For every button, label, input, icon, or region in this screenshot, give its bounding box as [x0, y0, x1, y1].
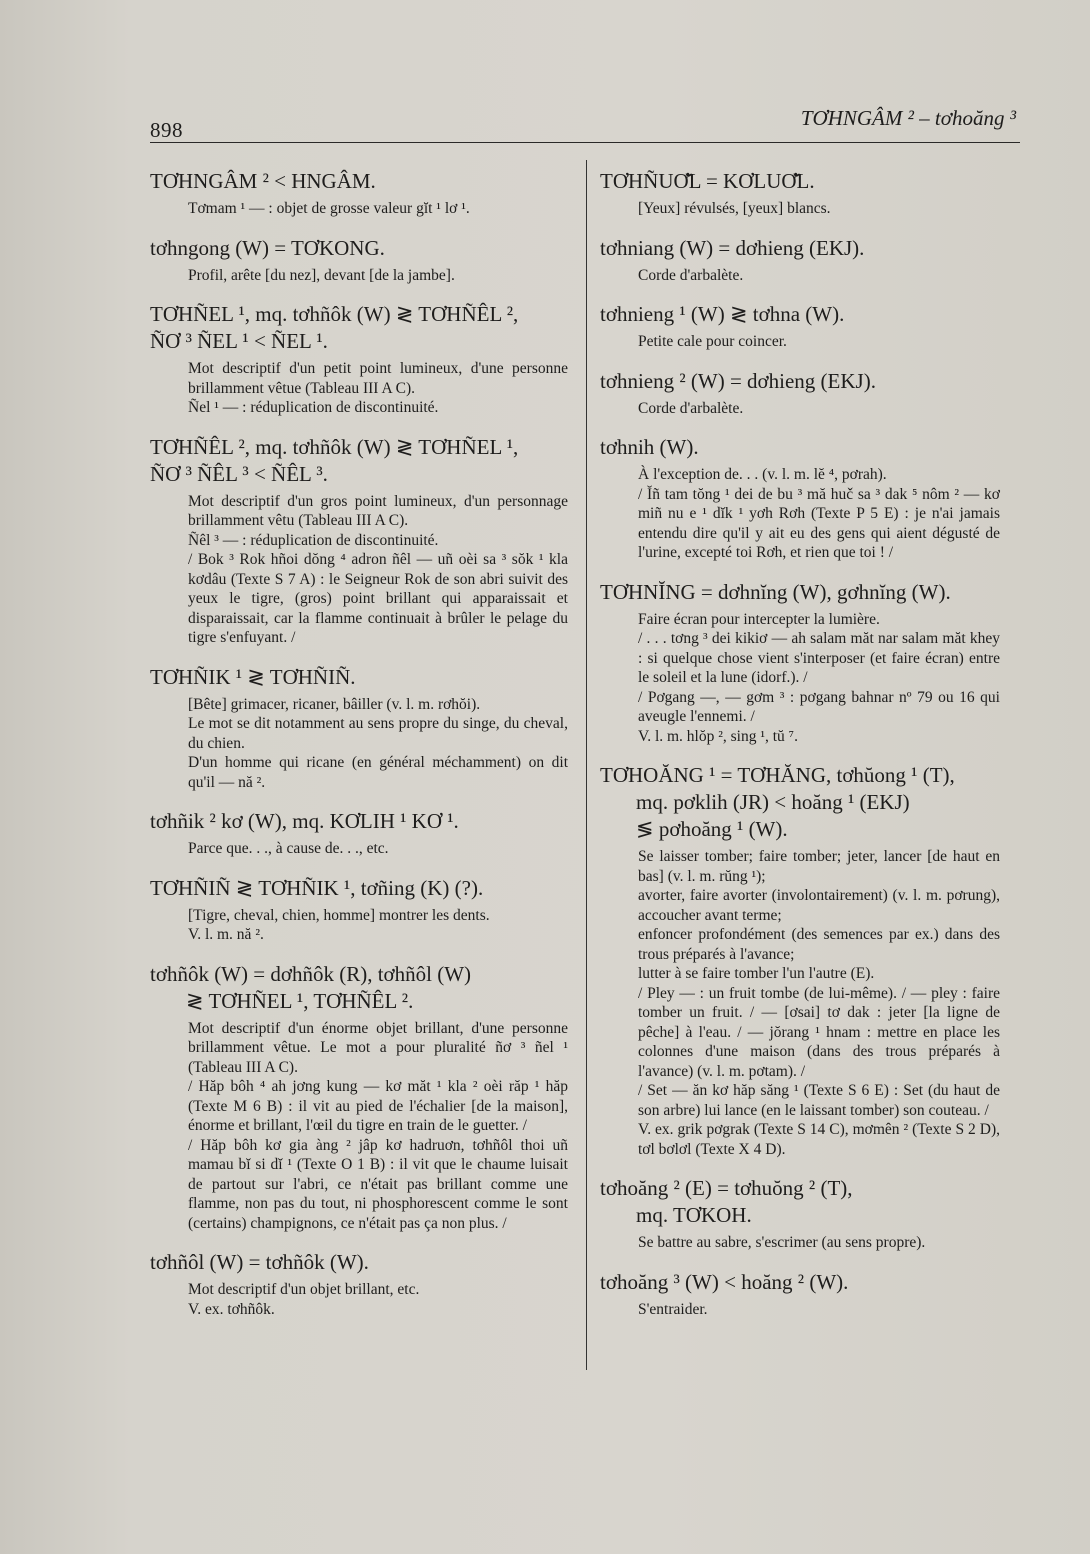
definition-line: À l'exception de. . . (v. l. m. lĕ ⁴, pơrah). — [638, 466, 887, 483]
entry-headword: tơhniang (W) = dơhieng (EKJ). — [600, 235, 865, 260]
entry-definition — [188, 266, 568, 286]
definition-line: S'entraider. — [638, 1300, 708, 1318]
definition-line: D'un homme qui ricane (en général méchamment) on dit qu'il — nă ². — [188, 754, 568, 791]
entry-tohnel2 — [150, 434, 568, 648]
entry-headword-continued: ÑƠ ³ ÑÊL ³ < ÑÊL ³. — [150, 461, 328, 486]
entry-definition — [638, 1233, 1000, 1253]
definition-line: Petite cale pour coincer. — [638, 333, 787, 350]
definition-line: Ñel ¹ — : réduplication de discontinuité. — [188, 399, 439, 416]
entry-tohnieng2 — [600, 368, 1000, 419]
entry-tohoang2 — [600, 1175, 1000, 1253]
entry-tohnik2 — [150, 808, 568, 859]
header-rule — [150, 142, 1020, 143]
definition-line: V. ex. grik pơgrak (Texte S 14 C), mơmên ² (Texte S 2 D), tơl bơlơl (Texte X 4 D). — [638, 1121, 1000, 1158]
definition-line: V. l. m. hlŏp ², sing ¹, tŭ ⁷. — [638, 727, 798, 745]
page-header — [150, 104, 1020, 144]
column-divider — [586, 160, 587, 1370]
entry-headword: tơhngong (W) = TƠKONG. — [150, 235, 385, 260]
entry-headword: TƠHNGÂM ² < HNGÂM. — [150, 169, 376, 193]
definition-line: Ñêl ³ — : réduplication de discontinuité. — [188, 531, 439, 549]
entry-definition — [188, 359, 568, 418]
definition-example: / Pơgang —, — gơm ³ : pơgang bahnar nº 79 ou 16 qui aveugle l'ennemi. / — [638, 688, 1000, 725]
definition-line: Se laisser tomber; faire tomber; jeter, lancer [de haut en bas] (v. l. m. rŭng ¹); — [638, 848, 1000, 885]
entry-headword: tơhñik ² kơ (W), mq. KƠLIH ¹ KƠ ¹. — [150, 809, 459, 833]
definition-example: / Hăp bôh kơ gia àng ² jâp kơ hadruơn, tơhñôl thoi uñ mamau bĭ si dĭ ¹ (Texte O 1 B) : il vit que le chaume luisait de partout sur l'abri, ce n'était pas brillant comme une flamme, non pas du tout, ni phosphorescent comme le sont (certains) champignons, ce n'était pas ça non plus. / — [188, 1136, 568, 1232]
entry-headword: TƠHÑEL ¹, mq. tơhñôk (W) ≷ TƠHÑÊL ², — [150, 302, 519, 326]
entry-headword: tơhnih (W). — [600, 435, 699, 459]
entry-definition — [638, 610, 1000, 747]
entry-headword-continued: ≶ pơhoăng ¹ (W). — [636, 817, 788, 841]
entry-tohnel1 — [150, 301, 568, 418]
definition-line: [Yeux] révulsés, [yeux] blancs. — [638, 200, 831, 217]
entry-headword: tơhnieng ² (W) = dơhieng (EKJ). — [600, 368, 876, 393]
entry-headword: tơhñôk (W) = dơhñôk (R), tơhñôl (W) — [150, 961, 472, 986]
definition-line: Parce que. . ., à cause de. . ., etc. — [188, 840, 389, 857]
entry-definition — [188, 1280, 568, 1319]
entry-definition — [638, 266, 1000, 286]
entry-headword: tơhoăng ³ (W) < hoăng ² (W). — [600, 1269, 849, 1294]
entry-tohnok — [150, 961, 568, 1234]
definition-line: Mot descriptif d'un énorme objet brillant, d'une personne brillamment vêtue. Le mot a pour pluralité ñơ ³ ñel ¹ (Tableau III A C). — [188, 1019, 568, 1076]
entry-headword: TƠHÑUƠ̆L = KƠLUƠ̆L. — [600, 169, 815, 193]
definition-line: Corde d'arbalète. — [638, 399, 744, 417]
entry-tohnieng1 — [600, 301, 1000, 352]
entry-headword: TƠHÑIÑ ≷ TƠHÑIK ¹, tơñing (K) (?). — [150, 875, 484, 900]
entry-definition — [188, 839, 568, 859]
definition-line: Mot descriptif d'un petit point lumineux, d'une personne brillamment vêtue (Tableau III A C). — [188, 360, 568, 397]
page-number: 898 — [150, 118, 183, 142]
entry-tohnuol — [600, 168, 1000, 219]
entry-tohngong — [150, 235, 568, 286]
entry-tohnih — [600, 434, 1000, 563]
definition-line: avorter, faire avorter (involontairement) (v. l. m. pơrung), accoucher avant terme; — [638, 887, 1000, 924]
entry-definition — [638, 1300, 1000, 1320]
entry-headword: tơhnieng ¹ (W) ≷ tơhna (W). — [600, 302, 845, 326]
entry-definition — [188, 695, 568, 793]
entry-tohnik1 — [150, 664, 568, 793]
definition-line: Se battre au sabre, s'escrimer (au sens propre). — [638, 1234, 926, 1251]
definition-line: Profil, arête [du nez], devant [de la jambe]. — [188, 266, 455, 284]
entry-headword-continued: ÑƠ ³ ÑEL ¹ < ÑEL ¹. — [150, 329, 328, 353]
entry-headword-continued: mq. pơklih (JR) < hoăng ¹ (EKJ) — [636, 790, 910, 814]
entry-tohoang1 — [600, 762, 1000, 1159]
entry-definition — [188, 492, 568, 648]
entry-tohngam2 — [150, 168, 568, 219]
entry-headword-continued: mq. TƠKOH. — [636, 1203, 752, 1227]
entry-headword: tơhoăng ² (E) = tơhuŏng ² (T), — [600, 1176, 853, 1200]
entry-headword: tơhñôl (W) = tơhñôk (W). — [150, 1250, 369, 1274]
definition-line: Faire écran pour intercepter la lumière. — [638, 610, 880, 628]
entry-tohnin — [150, 875, 568, 945]
definition-line: V. l. m. nă ². — [188, 926, 264, 943]
entry-definition — [638, 399, 1000, 419]
definition-example: / Hăp bôh ⁴ ah jơng kung — kơ măt ¹ kla ² oèi răp ¹ hăp (Texte M 6 B) : il vit au pied de l'échalier [de la maison], énorme et brillant, l'œil du tigre en train de le guetter. / — [188, 1078, 568, 1134]
entry-tohniang — [600, 235, 1000, 286]
definition-example: / Ĭñ tam tŏng ¹ dei de bu ³ mă huč sa ³ dak ⁵ nôm ² — kơ miñ nu e ¹ dĭk ¹ yơh Rơh (Texte P 5 E) : je n'ai jamais entendu dire qu'il y ait eu des gens qui aient dégusté de l'urine, excepté toi Rơh, et rien que toi ! / — [638, 485, 1000, 561]
entry-tohnol — [150, 1249, 568, 1319]
left-column — [150, 168, 568, 1335]
entry-definition — [638, 332, 1000, 352]
definition-line: Mot descriptif d'un gros point lumineux, d'un personnage brillamment vêtu (Tableau III A C). — [188, 492, 568, 529]
entry-tohning — [600, 579, 1000, 747]
definition-line: lutter à se faire tomber l'un l'autre (E). — [638, 965, 875, 982]
entry-definition — [188, 906, 568, 945]
definition-line: Le mot se dit notamment au sens propre du singe, du cheval, du chien. — [188, 715, 568, 752]
definition-example: / . . . tơng ³ dei kikiơ — ah salam măt nar salam măt khey : si quelque chose vient s'interposer (et faire écran) entre le soleil et la lune (idorf.). / — [638, 630, 1000, 686]
entry-headword: TƠHNĬNG = dơhnĭng (W), gơhnĭng (W). — [600, 579, 951, 604]
definition-example: / Pley — : un fruit tombe (de lui-même). / — pley : faire tomber un fruit. / — [ơsai] tơ dak : jeter [la ligne de pêche] à l'eau. / — jŏrang ¹ hnam : mettre en place les colonnes d'une maison (dans des trous préparés à l'avance) (v. l. m. pơtam). / — [638, 984, 1000, 1080]
definition-line: enfoncer profondément (des semences par ex.) dans des trous préparés à l'avance; — [638, 926, 1000, 963]
entry-definition — [638, 465, 1000, 563]
entry-headword: TƠHOĂNG ¹ = TƠHĂNG, tơhŭong ¹ (T), — [600, 763, 955, 787]
entry-definition — [188, 1019, 568, 1234]
definition-line: [Bête] grimacer, ricaner, bâiller (v. l. m. rơhŏi). — [188, 695, 481, 713]
right-column — [600, 168, 1000, 1335]
definition-line: Tơmam ¹ — : objet de grosse valeur gĭt ¹ lơ ¹. — [188, 200, 470, 217]
definition-line: Corde d'arbalète. — [638, 266, 744, 284]
definition-example: / Bok ³ Rok hñoi dŏng ⁴ adron ñêl — uñ oèi sa ³ sŏk ¹ kla kơdâu (Texte S 7 A) : le Seigneur Rok de son abri suivit des yeux le tigre, (gros) point brillant qui apparaissait et disparaissait, car la flamme continuait à brûler le pelage du tigre s'enfuyant. / — [188, 551, 568, 646]
definition-example: / Set — ăn kơ hăp săng ¹ (Texte S 6 E) : Set (du haut de son arbre) lui lance (en le laissant tomber) son couteau. / — [638, 1082, 1000, 1119]
entry-definition — [638, 199, 1000, 219]
entry-tohoang3 — [600, 1269, 1000, 1320]
running-head: TƠHNGÂM ² – tơhoăng ³ — [800, 106, 1016, 130]
entry-definition — [638, 847, 1000, 1159]
entry-definition — [188, 199, 568, 219]
definition-line: V. ex. tơhñôk. — [188, 1300, 275, 1318]
entry-headword: TƠHÑIK ¹ ≷ TƠHÑIÑ. — [150, 664, 356, 689]
definition-line: Mot descriptif d'un objet brillant, etc. — [188, 1281, 420, 1298]
definition-line: [Tigre, cheval, chien, homme] montrer les dents. — [188, 906, 490, 924]
entry-headword: TƠHÑÊL ², mq. tơhñôk (W) ≷ TƠHÑEL ¹, — [150, 434, 519, 459]
entry-headword-continued: ≷ TƠHÑEL ¹, TƠHÑÊL ². — [186, 988, 414, 1013]
